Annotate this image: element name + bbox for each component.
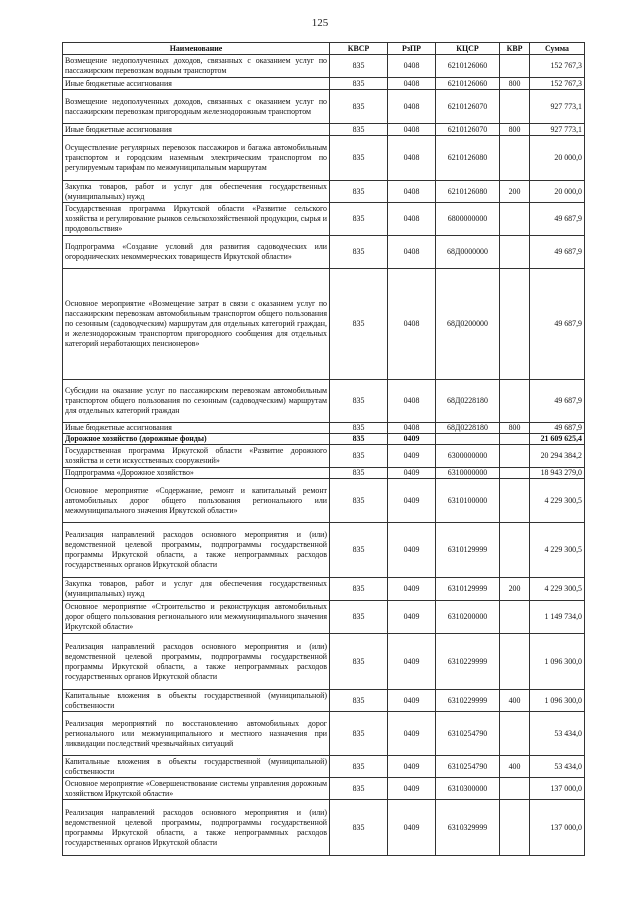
cell-kvsr: 835 [330, 423, 388, 434]
cell-kvsr: 835 [330, 269, 388, 380]
cell-kvsr: 835 [330, 712, 388, 756]
cell-kvsr: 835 [330, 778, 388, 800]
cell-sum: 21 609 625,4 [530, 434, 585, 445]
cell-kvr [500, 55, 530, 78]
cell-kcsr: 6310229999 [436, 634, 500, 690]
cell-rzpr: 0408 [388, 236, 436, 269]
cell-kvr [500, 236, 530, 269]
cell-rzpr: 0408 [388, 124, 436, 136]
cell-kvsr: 835 [330, 468, 388, 479]
cell-kvr [500, 778, 530, 800]
cell-kcsr: 6210126070 [436, 124, 500, 136]
table-row [63, 756, 585, 778]
cell-kvr [500, 269, 530, 380]
cell-name: Закупка товаров, работ и услуг для обеспечения государственных (муниципальных) нужд [63, 578, 330, 601]
cell-sum: 49 687,9 [530, 269, 585, 380]
cell-kvr: 200 [500, 578, 530, 601]
cell-kvsr: 835 [330, 136, 388, 181]
cell-kvr [500, 445, 530, 468]
cell-rzpr: 0408 [388, 78, 436, 90]
cell-sum: 1 149 734,0 [530, 601, 585, 634]
cell-kvsr: 835 [330, 800, 388, 856]
table-row [63, 136, 585, 181]
cell-kvsr: 835 [330, 380, 388, 423]
cell-kvsr: 835 [330, 78, 388, 90]
table-row [63, 380, 585, 423]
cell-kvr [500, 800, 530, 856]
cell-kvr [500, 90, 530, 124]
cell-kcsr: 6300000000 [436, 445, 500, 468]
cell-kvsr: 835 [330, 578, 388, 601]
page-number: 125 [311, 17, 329, 29]
cell-sum: 4 229 300,5 [530, 578, 585, 601]
cell-sum: 1 096 300,0 [530, 634, 585, 690]
cell-name: Реализация направлений расходов основного мероприятия и (или) ведомственной целевой программы, подпрограммы государственной программы Иркутской области, а также непрограммных расходов государственных органов Иркутской области [63, 523, 330, 578]
cell-name: Государственная программа Иркутской области «Развитие дорожного хозяйства и сети искусственных сооружений» [63, 445, 330, 468]
cell-sum: 1 096 300,0 [530, 690, 585, 712]
cell-sum: 49 687,9 [530, 236, 585, 269]
cell-kvsr: 835 [330, 523, 388, 578]
cell-sum: 49 687,9 [530, 423, 585, 434]
cell-kvr [500, 712, 530, 756]
cell-name: Иные бюджетные ассигнования [63, 423, 330, 434]
cell-kcsr: 6800000000 [436, 203, 500, 236]
cell-kcsr: 6310254790 [436, 756, 500, 778]
table-row [63, 90, 585, 124]
cell-kvr [500, 479, 530, 523]
cell-sum: 4 229 300,5 [530, 523, 585, 578]
cell-rzpr: 0408 [388, 380, 436, 423]
cell-kcsr: 6210126080 [436, 181, 500, 203]
cell-name: Иные бюджетные ассигнования [63, 78, 330, 90]
table-row [63, 468, 585, 479]
cell-rzpr: 0408 [388, 181, 436, 203]
table-row [63, 601, 585, 634]
cell-name: Основное мероприятие «Возмещение затрат в связи с оказанием услуг по пассажирским перевозкам автомобильным транспортом общего пользования по сезонным (садоводческим) маршрутам для отдельных категорий граждан, и железнодорожным транспортом пригородного сообщения для отдельных категорий неработающих пенсионеров» [63, 269, 330, 380]
cell-kcsr: 68Д0228180 [436, 380, 500, 423]
cell-kcsr: 6310129999 [436, 523, 500, 578]
cell-kvsr: 835 [330, 479, 388, 523]
cell-name: Подпрограмма «Создание условий для развития садоводческих или огороднических некоммерческих товариществ Иркутской области» [63, 236, 330, 269]
table-row [63, 423, 585, 434]
cell-name: Закупка товаров, работ и услуг для обеспечения государственных (муниципальных) нужд [63, 181, 330, 203]
cell-kcsr: 6310129999 [436, 578, 500, 601]
cell-kvsr: 835 [330, 124, 388, 136]
table-row [63, 236, 585, 269]
cell-kvr [500, 634, 530, 690]
cell-kvsr: 835 [330, 634, 388, 690]
cell-sum: 4 229 300,5 [530, 479, 585, 523]
cell-kcsr: 6310300000 [436, 778, 500, 800]
cell-rzpr: 0409 [388, 601, 436, 634]
cell-kcsr: 6210126070 [436, 90, 500, 124]
cell-kvsr: 835 [330, 236, 388, 269]
cell-sum: 20 294 384,2 [530, 445, 585, 468]
cell-rzpr: 0409 [388, 756, 436, 778]
cell-sum: 53 434,0 [530, 756, 585, 778]
table-row [63, 690, 585, 712]
cell-sum: 927 773,1 [530, 124, 585, 136]
cell-rzpr: 0408 [388, 136, 436, 181]
column-header-name: Наименование [63, 43, 330, 55]
column-header-kvr: КВР [500, 43, 530, 55]
cell-rzpr: 0408 [388, 269, 436, 380]
budget-table-body [63, 55, 585, 856]
table-row [63, 78, 585, 90]
cell-kvsr: 835 [330, 690, 388, 712]
cell-kcsr: 6210126060 [436, 78, 500, 90]
cell-kvr: 400 [500, 690, 530, 712]
cell-sum: 20 000,0 [530, 181, 585, 203]
cell-sum: 49 687,9 [530, 203, 585, 236]
table-row [63, 269, 585, 380]
cell-kvr [500, 136, 530, 181]
cell-name: Иные бюджетные ассигнования [63, 124, 330, 136]
cell-kvsr: 835 [330, 601, 388, 634]
table-row [63, 203, 585, 236]
table-row [63, 55, 585, 78]
table-row [63, 124, 585, 136]
cell-name: Подпрограмма «Дорожное хозяйство» [63, 468, 330, 479]
table-row [63, 181, 585, 203]
cell-kcsr: 6210126080 [436, 136, 500, 181]
cell-rzpr: 0409 [388, 523, 436, 578]
table-header-row [63, 43, 585, 55]
budget-table [62, 42, 585, 856]
cell-sum: 927 773,1 [530, 90, 585, 124]
cell-kvr [500, 601, 530, 634]
cell-name: Государственная программа Иркутской области «Развитие сельского хозяйства и регулирование рынков сельскохозяйственной продукции, сырья и продовольствия» [63, 203, 330, 236]
cell-kvr [500, 380, 530, 423]
cell-rzpr: 0409 [388, 778, 436, 800]
cell-kvr [500, 523, 530, 578]
cell-sum: 137 000,0 [530, 800, 585, 856]
cell-name: Субсидии на оказание услуг по пассажирским перевозкам автомобильным транспортом общего пользования по сезонным (садоводческим) маршрутам для отдельных категорий граждан [63, 380, 330, 423]
cell-name: Возмещение недополученных доходов, связанных с оказанием услуг по пассажирским перевозкам пригородным железнодорожным транспортом [63, 90, 330, 124]
column-header-sum: Сумма [530, 43, 585, 55]
cell-name: Осуществление регулярных перевозок пассажиров и багажа автомобильным транспортом и городским наземным электрическим транспортом по регулируемым тарифам по межмуниципальным маршрутам [63, 136, 330, 181]
cell-kcsr: 6210126060 [436, 55, 500, 78]
cell-sum: 152 767,3 [530, 55, 585, 78]
cell-kvr: 800 [500, 423, 530, 434]
cell-name: Реализация мероприятий по восстановлению автомобильных дорог регионального или межмуниципального и местного назначения при ликвидации последствий чрезвычайных ситуаций [63, 712, 330, 756]
cell-name: Возмещение недополученных доходов, связанных с оказанием услуг по пассажирским перевозкам водным транспортом [63, 55, 330, 78]
table-row [63, 800, 585, 856]
cell-rzpr: 0409 [388, 712, 436, 756]
cell-kvr: 400 [500, 756, 530, 778]
cell-name: Капитальные вложения в объекты государственной (муниципальной) собственности [63, 690, 330, 712]
table-row [63, 778, 585, 800]
column-header-rzpr: РзПР [388, 43, 436, 55]
cell-kcsr: 6310000000 [436, 468, 500, 479]
cell-rzpr: 0409 [388, 800, 436, 856]
cell-name: Капитальные вложения в объекты государственной (муниципальной) собственности [63, 756, 330, 778]
cell-name: Реализация направлений расходов основного мероприятия и (или) ведомственной целевой программы, подпрограммы государственной программы Иркутской области, а также непрограммных расходов государственных органов Иркутской области [63, 634, 330, 690]
cell-kvr: 800 [500, 124, 530, 136]
cell-sum: 20 000,0 [530, 136, 585, 181]
cell-sum: 137 000,0 [530, 778, 585, 800]
cell-rzpr: 0409 [388, 468, 436, 479]
cell-kvr: 800 [500, 78, 530, 90]
column-header-kvsr: КВСР [330, 43, 388, 55]
cell-sum: 152 767,3 [530, 78, 585, 90]
cell-kvsr: 835 [330, 203, 388, 236]
table-row [63, 712, 585, 756]
cell-name: Основное мероприятие «Совершенствование системы управления дорожным хозяйством Иркутской области» [63, 778, 330, 800]
cell-kvr [500, 203, 530, 236]
cell-sum: 53 434,0 [530, 712, 585, 756]
cell-kvr [500, 434, 530, 445]
cell-rzpr: 0409 [388, 479, 436, 523]
cell-rzpr: 0409 [388, 578, 436, 601]
table-row [63, 434, 585, 445]
table-row [63, 578, 585, 601]
cell-kcsr: 68Д0228180 [436, 423, 500, 434]
cell-rzpr: 0408 [388, 55, 436, 78]
cell-kcsr: 6310329999 [436, 800, 500, 856]
cell-rzpr: 0408 [388, 203, 436, 236]
cell-kvsr: 835 [330, 55, 388, 78]
cell-kcsr: 6310200000 [436, 601, 500, 634]
cell-rzpr: 0408 [388, 90, 436, 124]
cell-kcsr: 68Д0200000 [436, 269, 500, 380]
cell-kvsr: 835 [330, 90, 388, 124]
cell-name: Основное мероприятие «Строительство и реконструкция автомобильных дорог общего пользования регионального или межмуниципального значения Иркутской области» [63, 601, 330, 634]
cell-name: Основное мероприятие «Содержание, ремонт и капитальный ремонт автомобильных дорог общего пользования регионального или межмуниципального значения Иркутской области» [63, 479, 330, 523]
table-row [63, 445, 585, 468]
cell-sum: 49 687,9 [530, 380, 585, 423]
cell-rzpr: 0409 [388, 634, 436, 690]
cell-kvsr: 835 [330, 181, 388, 203]
cell-kcsr: 68Д0000000 [436, 236, 500, 269]
cell-sum: 18 943 279,0 [530, 468, 585, 479]
cell-kvsr: 835 [330, 756, 388, 778]
cell-kvr: 200 [500, 181, 530, 203]
cell-kvr [500, 468, 530, 479]
cell-kcsr: 6310100000 [436, 479, 500, 523]
cell-kcsr: 6310254790 [436, 712, 500, 756]
cell-rzpr: 0408 [388, 423, 436, 434]
cell-rzpr: 0409 [388, 690, 436, 712]
table-row [63, 523, 585, 578]
cell-kcsr: 6310229999 [436, 690, 500, 712]
column-header-kcsr: КЦСР [436, 43, 500, 55]
cell-kvsr: 835 [330, 445, 388, 468]
cell-rzpr: 0409 [388, 434, 436, 445]
cell-kvsr: 835 [330, 434, 388, 445]
cell-kcsr [436, 434, 500, 445]
cell-name: Реализация направлений расходов основного мероприятия и (или) ведомственной целевой программы, подпрограммы государственной программы Иркутской области, а также непрограммных расходов государственных органов Иркутской области [63, 800, 330, 856]
table-row [63, 634, 585, 690]
cell-rzpr: 0409 [388, 445, 436, 468]
table-row [63, 479, 585, 523]
cell-name: Дорожное хозяйство (дорожные фонды) [63, 434, 330, 445]
